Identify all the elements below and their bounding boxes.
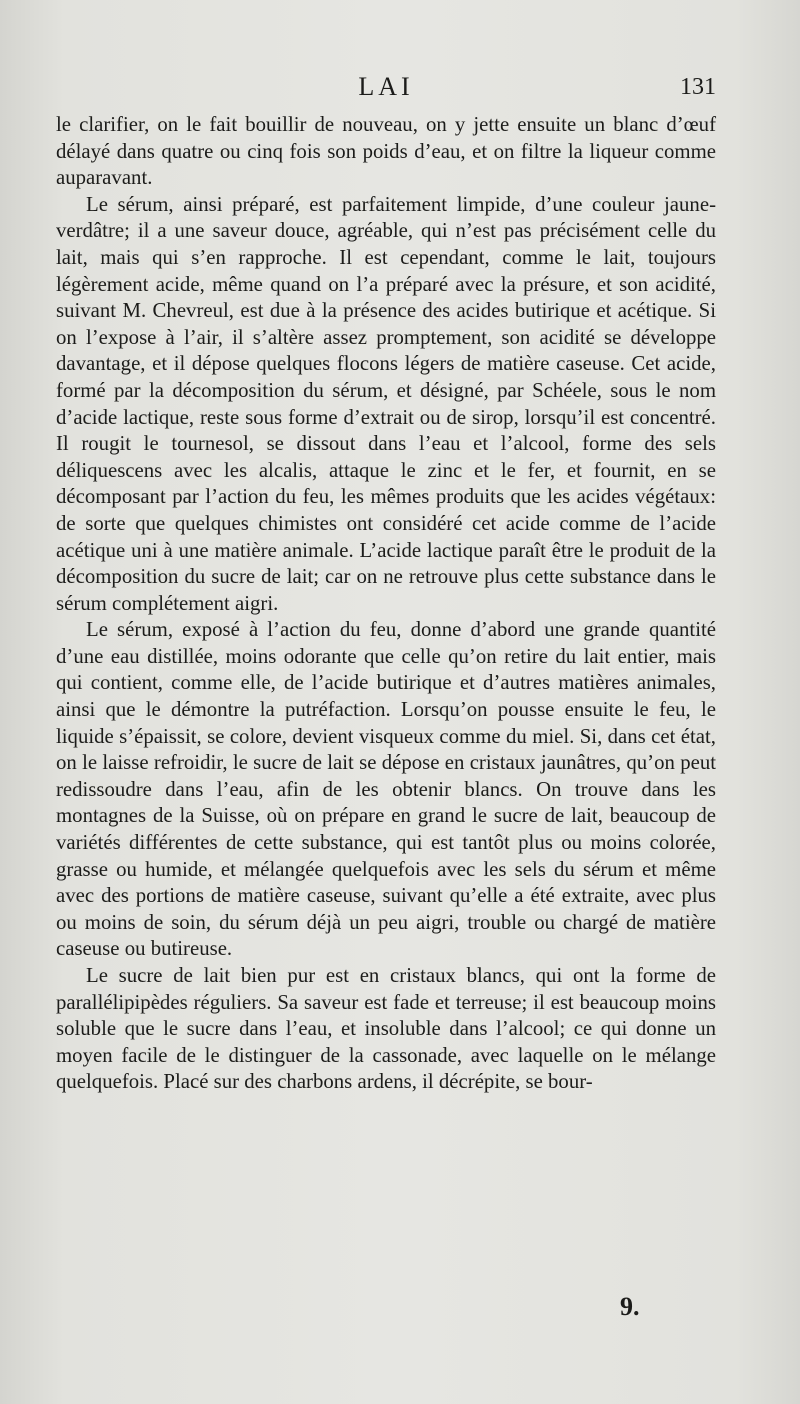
- body-text: [56, 112, 716, 1096]
- page-header: [56, 72, 716, 112]
- paragraph-serum-fire: Le sérum, exposé à l’action du feu, donne d’abord une grande quantité d’une eau distillée, moins odorante que celle qu’on retire du lait entier, mais qui contient, comme elle, de l’acide butirique et d’autres matières animales, ainsi que le démontre la putréfaction. Lorsqu’on pousse ensuite le feu, le liquide s’épaissit, se colore, devient visqueux comme du miel. Si, dans cet état, on le laisse refroidir, le sucre de lait se dépose en cristaux jaunâtres, qu’on peut redissoudre dans l’eau, afin de les obtenir blancs. On trouve dans les montagnes de la Suisse, où on prépare en grand le sucre de lait, beaucoup de variétés différentes de cette substance, qui est tantôt plus ou moins colorée, grasse ou humide, et mélangée quelquefois avec les sels du sérum et même avec des portions de matière caseuse, suivant qu’elle a été extraite, avec plus ou moins de soin, du sérum déjà un peu aigri, trouble ou chargé de matière caseuse ou butireuse.: [56, 618, 716, 961]
- paragraph-milk-sugar: Le sucre de lait bien pur est en cristaux blancs, qui ont la forme de parallélipipèdes réguliers. Sa saveur est fade et terreuse; il est beaucoup moins soluble que le sucre dans l’eau, et insoluble dans l’alcool; ce qui donne un moyen facile de le distinguer de la cassonade, avec laquelle on le mélange quelquefois. Placé sur des charbons ardens, il décrépite, se bour-: [56, 964, 716, 1094]
- page-number: 131: [680, 74, 716, 100]
- paragraph-serum: Le sérum, ainsi préparé, est parfaitement limpide, d’une couleur jaune-verdâtre; il a une saveur douce, agréable, qui n’est pas précisément celle du lait, mais qui s’en rapproche. Il est cependant, comme le lait, toujours légèrement acide, même quand on l’a préparé avec la présure, et son acidité, suivant M. Chevreul, est due à la présence des acides butirique et acétique. Si on l’expose à l’air, il s’altère assez promptement, son acidité se développe davantage, et il dépose quelques flocons légers de matière caseuse. Cet acide, formé par la décomposition du sérum, et désigné, par Schéele, sous le nom d’acide lactique, reste sous forme d’extrait ou de sirop, lorsqu’il est concentré. Il rougit le tournesol, se dissout dans l’eau et l’alcool, forme des sels déliquescens avec les alcalis, attaque le zinc et le fer, et fournit, en se décomposant par l’action du feu, les mêmes produits que les acides végétaux: de sorte que quelques chimistes ont considéré cet acide comme de l’acide acétique uni à une matière animale. L’acide lactique paraît être le produit de la décomposition du sucre de lait; car on ne retrouve plus cette substance dans le sérum complétement aigri.: [56, 192, 716, 615]
- signature-mark: 9.: [620, 1292, 640, 1321]
- paragraph-continuation: le clarifier, on le fait bouillir de nouveau, on y jette ensuite un blanc d’œuf délayé dans quatre ou cinq fois son poids d’eau, et on filtre la liqueur comme auparavant.: [56, 113, 716, 190]
- running-head: LAI: [358, 72, 414, 101]
